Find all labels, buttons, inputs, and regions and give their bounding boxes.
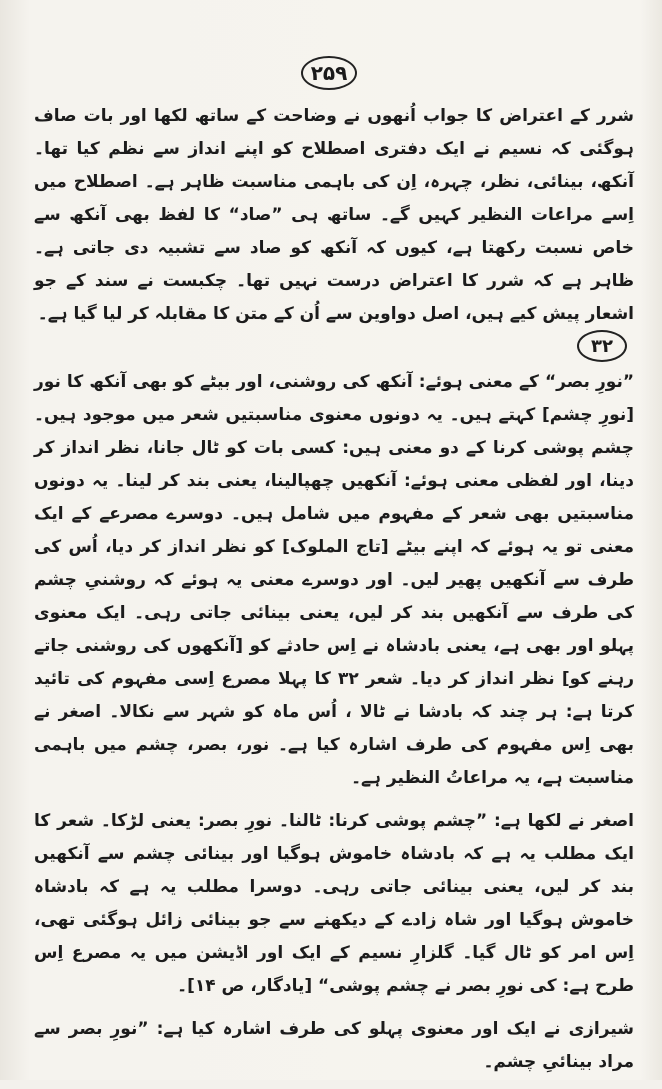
- section-number: ۳۲: [591, 335, 613, 357]
- paragraph: شیرازی نے ایک اور معنوی پہلو کی طرف اشارہ کیا ہے: ”نورِ بصر سے مراد بینائیِ چشم۔: [34, 1019, 634, 1072]
- page-number: ۲۵۹: [310, 61, 348, 85]
- paragraph: اصغر نے لکھا ہے: ”چشم پوشی کرنا: ٹالنا۔ نورِ بصر: یعنی لڑکا۔ شعر کا ایک مطلب یہ ہے کہ بادشاہ خاموش ہوگیا اور بینائی چشم سے آنکھیں بند کر لیں، یعنی بینائی جاتی رہی۔ دوسرا مطلب یہ ہے کہ بادشاہ خاموش ہوگیا اور شاہ زادے کے دیکھنے سے جو بینائی زائل ہوگئی تھی، اِس امر کو ٹال گیا۔ گلزارِ نسیم کے ایک اور اڈیشن میں یہ مصرع اِس طرح ہے: کی نورِ بصر نے چشم پوشی“ [یادگار، ص ۱۴]۔: [34, 811, 634, 996]
- paragraph: شرر کے اعتراض کا جواب اُنھوں نے وضاحت کے ساتھ لکھا اور بات صاف ہوگئی کہ نسیم نے ایک دفتری اصطلاح کو اپنے انداز سے نظم کیا تھا۔ آنکھ، بینائی، نظر، چہرہ، اِن کی باہمی مناسبت ظاہر ہے۔ اصطلاح میں اِسے مراعات النظیر کہیں گے۔ ساتھ ہی ”صاد“ کا لفظ بھی آنکھ سے خاص نسبت رکھتا ہے، کیوں کہ آنکھ کو صاد سے تشبیہ دی جاتی ہے۔ ظاہر ہے کہ شرر کا اعتراض درست نہیں تھا۔ چکبست نے سند کے جو اشعار پیش کیے ہیں، اصل دواوین سے اُن کے متن کا مقابلہ کر لیا گیا ہے۔: [34, 106, 634, 324]
- paragraph: ”نورِ بصر“ کے معنی ہوئے: آنکھ کی روشنی، اور بیٹے کو بھی آنکھ کا نور [نورِ چشم] کہتے ہیں۔ یہ دونوں معنوی مناسبتیں شعر میں موجود ہیں۔ چشم پوشی کرنا کے دو معنی ہیں: کسی بات کو ٹال جانا، نظر انداز کر دینا، اور لفظی معنی ہوئے: آنکھیں چھپالینا، یعنی بند کر لینا۔ یہ دونوں مناسبتیں بھی شعر کے مفہوم میں شامل ہیں۔ دوسرے مصرعے کے ایک معنی تو یہ ہوئے کہ اپنے بیٹے [تاج الملوک] کو نظر انداز کر دیا، اُس کی طرف سے آنکھیں پھیر لیں۔ اور دوسرے معنی یہ ہوئے کہ روشنیِ چشم کی طرف سے آنکھیں بند کر لیں، یعنی بینائی جاتی رہی۔ ایک معنوی پہلو اور بھی ہے، یعنی بادشاہ نے اِس حادثے کو [آنکھوں کی روشنی جاتے رہنے کو] نظر انداز کر دیا۔ شعر ۳۲ کا پہلا مصرع اِسی مفہوم کی تائید کرتا ہے: ہر چند کہ بادشا نے ٹالا ، اُس ماہ کو شہر سے نکالا۔ اصغر نے بھی اِس مفہوم کی طرف اشارہ کیا ہے۔ نور، بصر، چشم میں باہمی مناسبت ہے، یہ مراعاتُ النظیر ہے۔: [34, 372, 634, 788]
- text-block-bottom: [34, 366, 634, 1089]
- section-number-badge: [577, 330, 627, 362]
- text-block-top: [34, 100, 634, 341]
- page-number-badge: [301, 56, 357, 90]
